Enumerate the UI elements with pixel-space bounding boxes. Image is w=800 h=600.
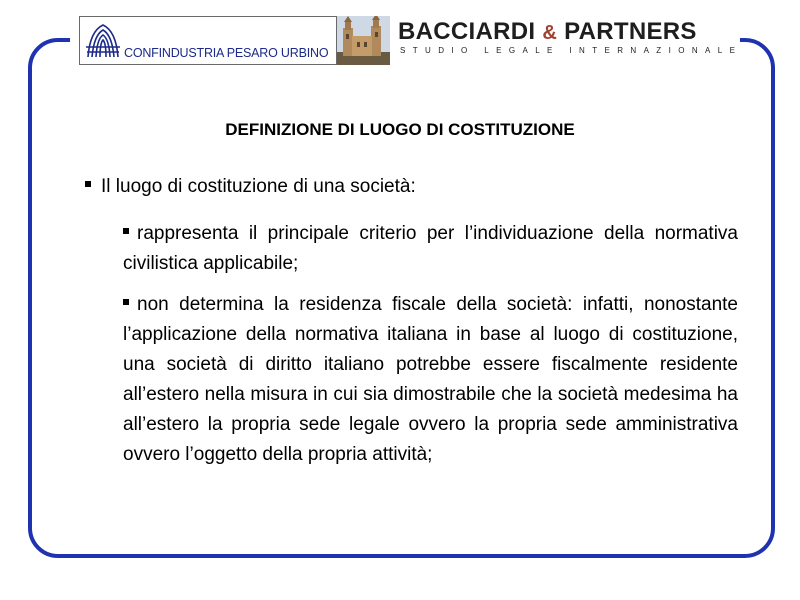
main-bullet-text: Il luogo di costituzione di una società: — [101, 176, 416, 197]
sub-bullet-2 — [123, 290, 738, 470]
building-photo — [337, 16, 390, 65]
firm-name-part2: PARTNERS — [564, 18, 697, 45]
slide-title: DEFINIZIONE DI LUOGO DI COSTITUZIONE — [225, 120, 575, 139]
firm-name — [398, 18, 697, 46]
bullet-square-icon — [85, 181, 91, 187]
sub-bullet-2-text: non determina la residenza fiscale della società: infatti, nonostante l’applicazione della normativa italiana in base al luogo di costituzione, una società di diritto italiano potrebbe essere fiscalmente residente all’estero nella misura in cui sia dimostrabile che la società medesima ha all’estero la propria sede legale ovvero la propria sede amministrativa ovvero l’oggetto della propria attività; — [123, 294, 738, 465]
bullet-square-icon — [123, 228, 129, 234]
bullet-square-icon — [123, 299, 129, 305]
confindustria-label: CONFINDUSTRIA PESARO URBINO — [124, 46, 329, 60]
firm-name-part1: BACCIARDI — [398, 18, 536, 45]
confindustria-emblem-icon — [84, 21, 122, 61]
firm-amp: & — [542, 22, 558, 44]
sub-bullet-1 — [123, 219, 738, 279]
main-bullet — [85, 176, 416, 198]
confindustria-logo — [79, 16, 337, 65]
firm-subtitle: STUDIO LEGALE INTERNAZIONALE — [400, 46, 743, 55]
sub-bullet-1-text: rappresenta il principale criterio per l’individuazione della normativa civilistica applicabile; — [123, 223, 738, 274]
